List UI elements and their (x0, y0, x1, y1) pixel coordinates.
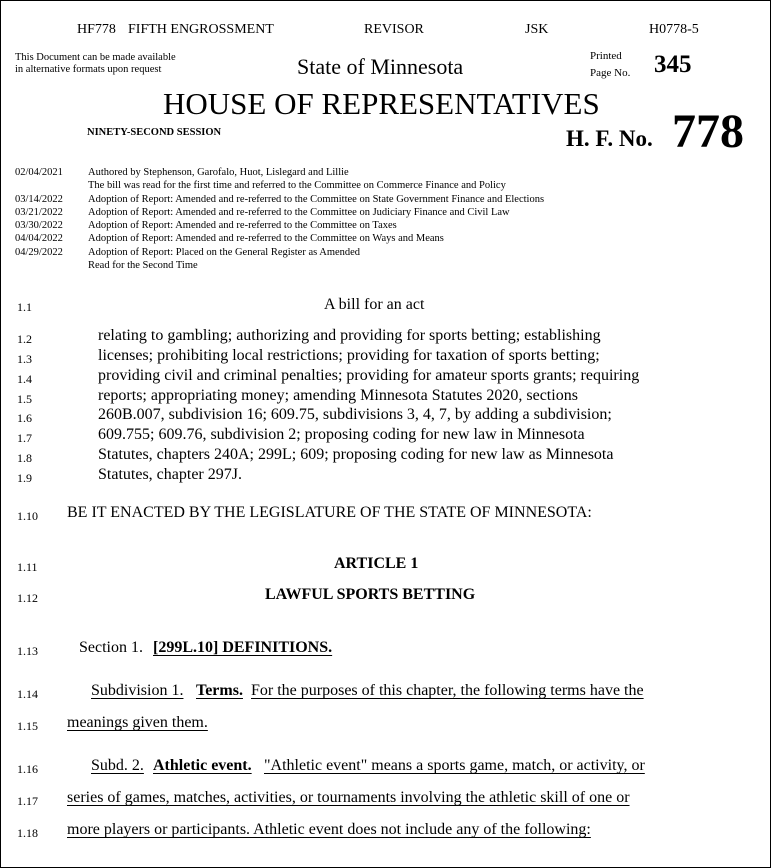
line-number: 1.4 (17, 372, 32, 386)
history-row (15, 259, 544, 272)
history-date: 04/04/2022 (15, 233, 63, 245)
line-number: 1.14 (17, 687, 38, 701)
line-number: 1.2 (17, 332, 32, 346)
line-number: 1.8 (17, 451, 32, 465)
printed-label: Printed (590, 50, 622, 62)
notice-line-2: in alternative formats upon request (15, 64, 162, 75)
printed-page-number: 345 (654, 51, 692, 78)
subdivision-text: meanings given them. (67, 714, 208, 731)
history-row (15, 232, 544, 245)
state-title: State of Minnesota (297, 54, 464, 79)
history-date: 02/04/2021 (15, 167, 63, 178)
line-number: 1.9 (17, 471, 32, 485)
history-text: Adoption of Report: Amended and re-referred to the Committee on Ways and Means (88, 233, 444, 245)
revisor-initials: JSK (525, 22, 549, 37)
description-line: relating to gambling; authorizing and providing for sports betting; establishing (98, 327, 601, 344)
history-date (15, 179, 88, 192)
description-line: Statutes, chapters 240A; 299L; 609; proposing coding for new law as Minnesota (98, 446, 614, 463)
history-text: Read for the Second Time (88, 260, 198, 272)
session-label: NINETY-SECOND SESSION (87, 127, 222, 138)
section-prefix: Section 1. (79, 639, 143, 656)
description-line: Statutes, chapter 297J. (98, 466, 242, 483)
history-text: The bill was read for the first time and referred to the Committee on Commerce Finance and Policy (88, 180, 506, 192)
revisor-label: REVISOR (364, 22, 424, 37)
printed-page-label (590, 48, 630, 82)
history-date: 03/21/2022 (15, 206, 63, 218)
description-line: 609.755; 609.76, subdivision 2; proposing coding for new law in Minnesota (98, 426, 585, 443)
history-row (15, 246, 544, 259)
line-number: 1.6 (17, 411, 32, 425)
bill-title: A bill for an act (324, 296, 425, 313)
document-code: H0778-5 (649, 22, 699, 37)
description-line: reports; appropriating money; amending Minnesota Statutes 2020, sections (98, 387, 578, 404)
article-number: ARTICLE 1 (334, 555, 419, 572)
chamber-title: HOUSE OF REPRESENTATIVES (163, 86, 600, 121)
notice-line-1: This Document can be made available (15, 52, 176, 63)
hf-number: 778 (672, 105, 744, 158)
history-date: 03/14/2022 (15, 193, 63, 205)
history-row (15, 206, 544, 219)
subdivision-label: Subd. 2. (91, 757, 144, 774)
history-row (15, 166, 544, 179)
legislative-history (15, 166, 544, 272)
history-text: Adoption of Report: Placed on the General Register as Amended (88, 246, 361, 258)
history-text: Authored by Stephenson, Garofalo, Huot, Lislegard and Lillie (88, 167, 349, 178)
history-row (15, 219, 544, 232)
subdivision-text: series of games, matches, activities, or tournaments involving the athletic skill of one or (67, 789, 630, 806)
section-heading: [299L.10] DEFINITIONS. (153, 639, 333, 656)
description-line: licenses; prohibiting local restrictions; providing for taxation of sports betting; (98, 347, 600, 364)
line-number: 1.1 (17, 300, 32, 314)
alternative-formats-notice (15, 52, 176, 76)
line-number: 1.11 (17, 560, 38, 574)
bill-id: HF778 (77, 22, 116, 37)
line-number: 1.10 (17, 509, 38, 523)
history-date: 04/29/2022 (15, 246, 63, 258)
article-title: LAWFUL SPORTS BETTING (265, 586, 476, 603)
subdivision-text: "Athletic event" means a sports game, match, or activity, or (264, 757, 645, 774)
history-text: Adoption of Report: Amended and re-referred to the Committee on Taxes (88, 220, 397, 232)
engrossment-label: FIFTH ENGROSSMENT (128, 22, 274, 37)
enacting-clause: BE IT ENACTED BY THE LEGISLATURE OF THE STATE OF MINNESOTA: (67, 504, 592, 521)
subdivision-label: Subdivision 1. (91, 682, 184, 699)
line-number: 1.5 (17, 392, 32, 406)
line-number: 1.15 (17, 719, 38, 733)
line-number: 1.3 (17, 352, 32, 366)
page-no-label: Page No. (590, 67, 631, 79)
history-row (15, 179, 544, 192)
history-date: 03/30/2022 (15, 220, 63, 232)
subdivision-text: For the purposes of this chapter, the following terms have the (251, 682, 644, 699)
line-number: 1.18 (17, 826, 38, 840)
description-line: 260B.007, subdivision 16; 609.75, subdivisions 3, 4, 7, by adding a subdivision; (98, 406, 612, 423)
line-number: 1.17 (17, 794, 38, 808)
subdivision-term: Athletic event. (153, 757, 252, 774)
history-text: Adoption of Report: Amended and re-referred to the Committee on Judiciary Finance and Civil Law (88, 206, 510, 218)
history-row (15, 193, 544, 206)
subdivision-text: more players or participants. Athletic event does not include any of the following: (67, 821, 591, 838)
subdivision-term: Terms. (196, 682, 243, 699)
description-line: providing civil and criminal penalties; providing for amateur sports grants; requiring (98, 367, 640, 384)
history-date (15, 259, 88, 272)
line-number: 1.7 (17, 431, 32, 445)
history-text: Adoption of Report: Amended and re-referred to the Committee on State Government Finance and Elections (88, 193, 545, 205)
hf-label: H. F. No. (566, 126, 653, 151)
line-number: 1.16 (17, 762, 38, 776)
line-number: 1.12 (17, 591, 38, 605)
line-number: 1.13 (17, 644, 38, 658)
